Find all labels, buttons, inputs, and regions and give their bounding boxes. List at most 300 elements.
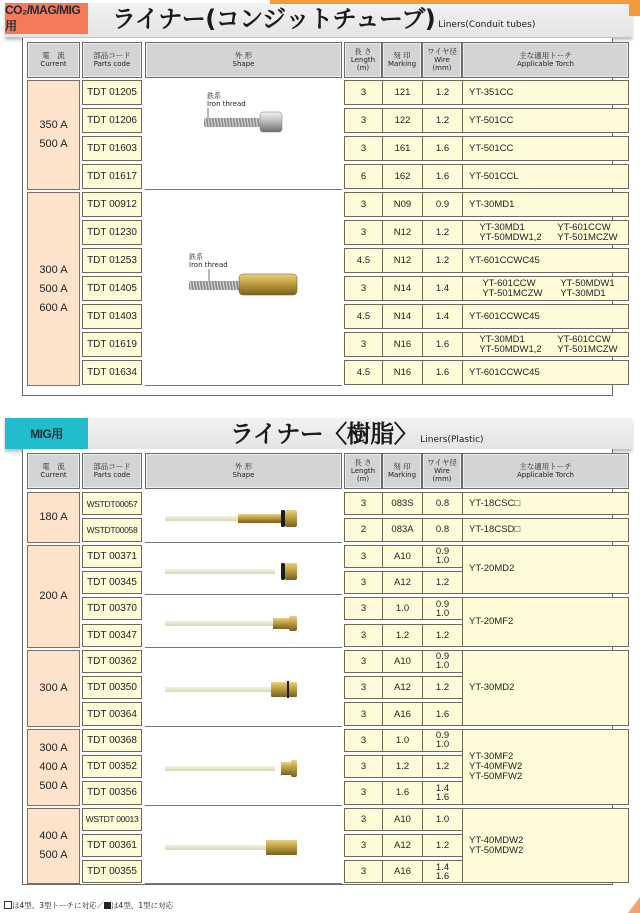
footnote-part2: は4型、1型に対応 [111, 901, 174, 910]
header-wire [422, 42, 462, 78]
parts-code: TDT 01634 [82, 360, 142, 385]
header-torch [462, 453, 629, 489]
footnote-part1: は4型、3型トーチに対応／ [12, 901, 105, 910]
wire-value: 0.9 [435, 651, 450, 663]
current-cell [27, 192, 80, 386]
current-value: 500 A [39, 779, 68, 792]
table-row [344, 650, 463, 673]
wire-cell [423, 703, 463, 724]
marking-cell: N12 [383, 221, 423, 244]
parts-code: WSTDT 00013 [82, 808, 142, 831]
wire-value: 1.6 [435, 791, 450, 803]
wire-cell: 1.2 [423, 221, 463, 244]
marking-cell: A10 [383, 651, 423, 672]
table-row [344, 834, 463, 857]
callout-jp: 鉄系 [207, 92, 221, 100]
header-parts-code-parts-en: Parts code [93, 60, 131, 68]
header-parts-code [82, 42, 142, 78]
header-length [344, 42, 382, 78]
current-value: 400 A [39, 830, 68, 843]
table-row [344, 192, 629, 217]
length-cell: 3 [345, 572, 383, 593]
torch-cell [463, 546, 628, 594]
length-cell: 4.5 [345, 305, 383, 328]
table-row [344, 518, 463, 541]
open-square-icon [4, 901, 12, 909]
wire-value: 1.6 [435, 870, 450, 882]
length-cell: 3 [345, 546, 383, 567]
marking-cell: 121 [383, 81, 423, 104]
torch-model: YT-351CC [469, 86, 514, 98]
marking-cell: N14 [383, 305, 423, 328]
length-cell: 3 [345, 137, 383, 160]
torch-cell [463, 221, 628, 244]
length-cell: 4.5 [345, 361, 383, 384]
shape-cell [145, 80, 342, 190]
shape-cell [145, 729, 342, 806]
parts-code: TDT 00368 [82, 729, 142, 752]
torch-model: YT-601CCW [482, 277, 536, 289]
current-value: 400 A [39, 760, 68, 773]
header-parts-code-parts-jp: 部品コード [93, 462, 131, 471]
torch-cell [463, 361, 628, 384]
current-cell [27, 729, 80, 806]
wire-cell: 1.4 [423, 277, 463, 300]
torch-model: YT-601CCWC45 [469, 254, 540, 266]
shape-cell [145, 492, 342, 543]
header-shape-shape-en: Shape [232, 471, 255, 479]
torch-cell [463, 109, 628, 132]
torch-block [462, 808, 629, 884]
section2-title [230, 418, 484, 448]
torch-model: YT-18CSC□ [469, 497, 521, 509]
torch-model: YT-601CCWC45 [469, 310, 540, 322]
header-length-length-en: Length [350, 56, 376, 64]
table-row [344, 860, 463, 883]
parts-code: TDT 01405 [82, 276, 142, 301]
torch-block [462, 518, 629, 541]
marking-cell: N14 [383, 277, 423, 300]
wire-value: 1.0 [435, 607, 450, 619]
parts-code: TDT 00356 [82, 781, 142, 804]
torch-cell [463, 809, 628, 883]
header-wire-wire-unit: (mm) [432, 475, 452, 483]
torch-model: YT-40MDW2 [469, 834, 524, 846]
current-cell [27, 80, 80, 190]
parts-code: TDT 01603 [82, 136, 142, 161]
section1-tab-label: CO₂/MAG/MIG用 [5, 3, 81, 33]
corner-accent [628, 897, 640, 913]
current-value: 180 A [39, 510, 68, 523]
wire-value: 1.0 [435, 660, 450, 672]
length-cell: 3 [345, 835, 383, 856]
table-row [344, 676, 463, 699]
section1-title-en: Liners(Conduit tubes) [438, 20, 536, 30]
wire-cell [423, 651, 463, 672]
wire-cell [423, 756, 463, 777]
torch-cell [463, 165, 628, 188]
footnote [4, 900, 173, 911]
wire-cell [423, 572, 463, 593]
table-row [344, 597, 463, 620]
table-row [344, 729, 463, 752]
current-cell [27, 545, 80, 648]
header-torch-torch-jp: 主な適用トーチ [519, 51, 572, 60]
torch-block [462, 729, 629, 805]
wire-value: 1.6 [435, 708, 450, 720]
marking-cell: 1.6 [383, 782, 423, 803]
header-wire-wire-jp: ワイヤ径 [427, 458, 457, 467]
current-value: 200 A [39, 589, 68, 602]
parts-code: TDT 00361 [82, 834, 142, 857]
parts-code: TDT 01253 [82, 248, 142, 273]
marking-cell: 1.2 [383, 756, 423, 777]
parts-code: TDT 00350 [82, 676, 142, 699]
marking-cell: A16 [383, 861, 423, 882]
marking-cell: N09 [383, 193, 423, 216]
parts-code: TDT 00362 [82, 650, 142, 673]
wire-cell: 1.2 [423, 249, 463, 272]
wire-value: 1.2 [435, 840, 450, 852]
shape-cell [145, 650, 342, 727]
callout-en: Iron thread [189, 261, 228, 269]
shape-cell [145, 597, 342, 648]
header-shape-shape-jp: 外 形 [234, 51, 253, 60]
header-length-length-jp: 長 さ [354, 47, 372, 56]
table-row [344, 276, 629, 301]
table-row [344, 360, 629, 385]
wire-cell [423, 782, 463, 803]
wire-value: 1.2 [435, 682, 450, 694]
liner-image [163, 613, 303, 634]
wire-value: 0.8 [435, 498, 450, 510]
current-value: 300 A [39, 681, 68, 694]
header-parts-code-parts-en: Parts code [93, 471, 131, 479]
parts-code: TDT 00352 [82, 755, 142, 778]
torch-cell [463, 81, 628, 104]
torch-block [462, 597, 629, 647]
length-cell: 3 [345, 277, 383, 300]
wire-cell: 1.6 [423, 137, 463, 160]
wire-cell [423, 730, 463, 751]
header-marking [382, 453, 422, 489]
wire-cell [423, 677, 463, 698]
table-row [344, 702, 463, 725]
header-current [27, 42, 80, 78]
header-wire [422, 453, 462, 489]
length-cell: 3 [345, 756, 383, 777]
header-length-length-unit: (m) [356, 475, 370, 483]
wire-value: 0.9 [435, 546, 450, 558]
header-marking [382, 42, 422, 78]
torch-cell [463, 333, 628, 356]
header-marking-marking-en: Marking [387, 471, 417, 479]
length-cell: 3 [345, 782, 383, 803]
marking-cell: N12 [383, 249, 423, 272]
table-row [344, 492, 463, 515]
wire-cell [423, 493, 463, 514]
wire-value: 1.0 [435, 813, 450, 825]
wire-value: 0.9 [435, 730, 450, 742]
wire-value: 1.2 [435, 629, 450, 641]
torch-block [462, 650, 629, 726]
torch-block [462, 545, 629, 595]
parts-code: TDT 01206 [82, 108, 142, 133]
torch-cell [463, 137, 628, 160]
section1-title [112, 3, 535, 33]
marking-cell: N16 [383, 333, 423, 356]
marking-cell: 083A [383, 519, 423, 540]
wire-cell: 1.6 [423, 361, 463, 384]
wire-cell [423, 546, 463, 567]
marking-cell: A12 [383, 677, 423, 698]
steel-liner-image [200, 108, 290, 140]
table-row [344, 571, 463, 594]
parts-code: TDT 00347 [82, 624, 142, 647]
wire-value: 1.0 [435, 739, 450, 751]
torch-model: YT-501MCZW [482, 287, 543, 299]
header-parts-code-parts-jp: 部品コード [93, 51, 131, 60]
marking-cell: 1.0 [383, 730, 423, 751]
length-cell: 3 [345, 221, 383, 244]
wire-cell [423, 809, 463, 830]
parts-code: TDT 00364 [82, 702, 142, 725]
wire-value: 0.8 [435, 524, 450, 536]
length-cell: 3 [345, 81, 383, 104]
wire-cell: 0.9 [423, 193, 463, 216]
wire-value: 1.0 [435, 555, 450, 567]
length-cell: 3 [345, 861, 383, 882]
header-torch-torch-jp: 主な適用トーチ [519, 462, 572, 471]
torch-model: YT-30MD1 [560, 287, 606, 299]
parts-code: TDT 01205 [82, 80, 142, 105]
header-wire-wire-en: Wire [434, 467, 450, 475]
current-cell [27, 492, 80, 543]
torch-model: YT-20MF2 [469, 615, 514, 627]
wire-value: 1.2 [435, 577, 450, 589]
current-value: 300 A [39, 741, 68, 754]
section2-tab [5, 418, 88, 449]
header-current-current-en: Current [40, 60, 67, 68]
header-shape-shape-jp: 外 形 [234, 462, 253, 471]
table-row [344, 624, 463, 647]
length-cell: 4.5 [345, 249, 383, 272]
wire-cell [423, 835, 463, 856]
callout-en: Iron thread [207, 100, 246, 108]
marking-cell: A12 [383, 572, 423, 593]
torch-model: YT-40MFW2 [469, 760, 523, 772]
torch-model: YT-501CC [469, 142, 514, 154]
shape-cell [145, 808, 342, 885]
length-cell: 3 [345, 730, 383, 751]
table-row [344, 136, 629, 161]
parts-code: TDT 01619 [82, 332, 142, 357]
section1-title-jp: ライナー(コンジットチューブ) [112, 5, 436, 33]
torch-model: YT-501CCL [469, 170, 519, 182]
torch-model: YT-20MD2 [469, 563, 515, 575]
header-length-length-en: Length [350, 467, 376, 475]
wire-value: 1.4 [435, 861, 450, 873]
table-row [344, 220, 629, 245]
torch-cell [463, 493, 628, 514]
liner-image [163, 679, 303, 700]
header-current-current-jp: 電 流 [42, 51, 65, 60]
parts-code: TDT 00912 [82, 192, 142, 217]
wire-cell [423, 625, 463, 646]
torch-model: YT-501MCZW [557, 231, 618, 243]
parts-code: TDT 00371 [82, 545, 142, 568]
length-cell: 3 [345, 493, 383, 514]
wire-value: 1.4 [435, 782, 450, 794]
torch-model: YT-50MFW2 [469, 770, 523, 782]
section2-tab-label: MIG用 [30, 427, 63, 441]
torch-cell [463, 193, 628, 216]
torch-model: YT-50MDW1,2 [479, 343, 542, 355]
torch-cell [463, 730, 628, 804]
wire-cell: 1.4 [423, 305, 463, 328]
parts-code: TDT 00370 [82, 597, 142, 620]
header-torch-torch-en: Applicable Torch [516, 60, 574, 68]
torch-model: YT-501MCZW [557, 343, 618, 355]
current-value: 600 A [39, 301, 68, 314]
shape-cell [145, 192, 342, 386]
liner-image [163, 837, 303, 858]
torch-cell [463, 651, 628, 725]
parts-code: WSTDT00058 [82, 518, 142, 541]
marking-cell: 122 [383, 109, 423, 132]
parts-code: TDT 01403 [82, 304, 142, 329]
marking-cell: A10 [383, 809, 423, 830]
wire-cell [423, 519, 463, 540]
torch-cell [463, 277, 628, 300]
torch-cell [463, 598, 628, 646]
table-row [344, 164, 629, 189]
table-row [344, 545, 463, 568]
torch-model: YT-30MF2 [469, 750, 514, 762]
header-length-length-unit: (m) [356, 64, 370, 72]
header-current-current-en: Current [40, 471, 67, 479]
marking-cell: 162 [383, 165, 423, 188]
header-torch-torch-en: Applicable Torch [516, 471, 574, 479]
table-row [344, 80, 629, 105]
current-value: 500 A [39, 138, 68, 150]
torch-model: YT-601CCW [557, 333, 611, 345]
length-cell: 3 [345, 333, 383, 356]
torch-cell [463, 519, 628, 540]
table-row [344, 755, 463, 778]
header-marking-marking-jp: 刻 印 [393, 51, 411, 60]
torch-model: YT-50MDW2 [469, 844, 524, 856]
current-value: 500 A [39, 849, 68, 862]
section1-orange-accent-right [629, 0, 640, 16]
parts-code: TDT 01230 [82, 220, 142, 245]
section2-title-en: Liners(Plastic) [420, 435, 484, 445]
torch-model: YT-501CC [469, 114, 514, 126]
current-cell [27, 650, 80, 727]
torch-model: YT-50MDW1 [560, 277, 615, 289]
torch-model: YT-30MD1 [479, 221, 525, 233]
marking-cell: A12 [383, 835, 423, 856]
header-wire-wire-jp: ワイヤ径 [427, 47, 457, 56]
length-cell: 3 [345, 651, 383, 672]
header-wire-wire-en: Wire [434, 56, 450, 64]
wire-cell: 1.6 [423, 333, 463, 356]
section2-title-jp: ライナー〈樹脂〉 [230, 420, 418, 448]
parts-code: WSTDT00057 [82, 492, 142, 515]
brass-liner-image [187, 269, 307, 303]
header-shape [145, 42, 342, 78]
header-current-current-jp: 電 流 [42, 462, 65, 471]
torch-model: YT-30MD1 [479, 333, 525, 345]
header-length-length-jp: 長 さ [354, 458, 372, 467]
table-row [344, 332, 629, 357]
wire-cell: 1.2 [423, 81, 463, 104]
length-cell: 3 [345, 598, 383, 619]
torch-model: YT-601CCW [557, 221, 611, 233]
marking-cell: 1.2 [383, 625, 423, 646]
liner-image [163, 508, 303, 529]
wire-cell: 1.2 [423, 109, 463, 132]
current-value: 300 A [39, 263, 68, 276]
torch-cell [463, 249, 628, 272]
length-cell: 3 [345, 677, 383, 698]
current-value: 350 A [39, 119, 68, 131]
length-cell: 3 [345, 625, 383, 646]
callout-jp: 鉄系 [189, 253, 203, 261]
length-cell: 3 [345, 109, 383, 132]
length-cell: 3 [345, 193, 383, 216]
length-cell: 2 [345, 519, 383, 540]
torch-model: YT-30MD2 [469, 681, 515, 693]
table-row [344, 108, 629, 133]
wire-value: 1.2 [435, 761, 450, 773]
header-marking-marking-en: Marking [387, 60, 417, 68]
header-torch [462, 42, 629, 78]
marking-cell: 1.0 [383, 598, 423, 619]
liner-image [163, 758, 303, 779]
shape-cell [145, 545, 342, 596]
header-parts-code [82, 453, 142, 489]
torch-model: YT-50MDW1,2 [479, 231, 542, 243]
header-length [344, 453, 382, 489]
torch-model: YT-18CSD□ [469, 523, 521, 535]
table-row [344, 304, 629, 329]
section1-tab [5, 3, 88, 34]
marking-cell: 161 [383, 137, 423, 160]
current-value: 500 A [39, 282, 68, 295]
filled-square-icon [104, 902, 111, 909]
length-cell: 6 [345, 165, 383, 188]
length-cell: 3 [345, 703, 383, 724]
parts-code: TDT 00345 [82, 571, 142, 594]
current-cell [27, 808, 80, 885]
marking-cell: A10 [383, 546, 423, 567]
torch-model: YT-601CCWC45 [469, 366, 540, 378]
header-current [27, 453, 80, 489]
parts-code: TDT 01617 [82, 164, 142, 189]
header-shape [145, 453, 342, 489]
wire-cell [423, 861, 463, 882]
wire-cell [423, 598, 463, 619]
wire-value: 0.9 [435, 598, 450, 610]
table-row [344, 781, 463, 804]
torch-model: YT-30MD1 [469, 198, 515, 210]
wire-cell: 1.6 [423, 165, 463, 188]
header-wire-wire-unit: (mm) [432, 64, 452, 72]
table-row [344, 808, 463, 831]
parts-code: TDT 00355 [82, 860, 142, 883]
marking-cell: 083S [383, 493, 423, 514]
